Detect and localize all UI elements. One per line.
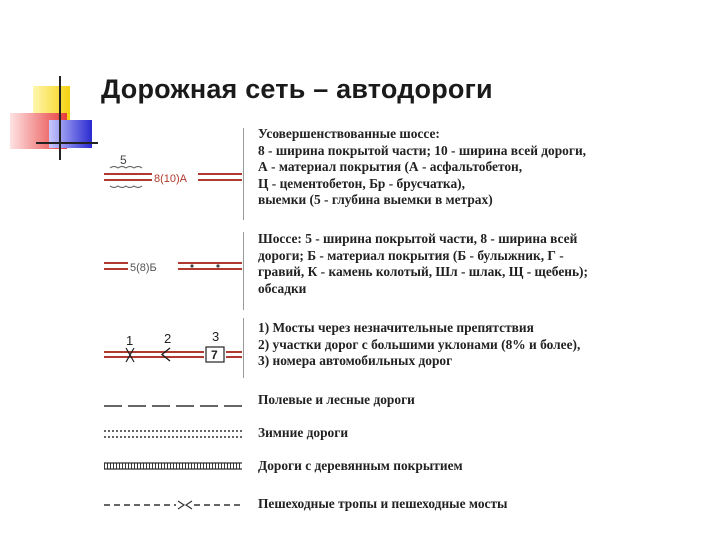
text-line: 2) участки дорог с большими уклонами (8% и более), [258, 336, 581, 352]
text-line: 1) Мосты через незначительные препятствия [258, 320, 534, 335]
cut-depth-label: 5 [120, 153, 127, 167]
road-spec-label: 8(10)А [154, 173, 188, 185]
text-line: Шоссе: 5 - ширина покрытой части, 8 - ширина всей [258, 231, 578, 246]
bridges-description [258, 320, 698, 370]
improved-highway-symbol [96, 150, 248, 190]
footpath-symbol [96, 497, 248, 513]
text-line: обсадки [258, 280, 307, 296]
text-line: дороги; Б - материал покрытия (Б - булыжник, Г - [258, 247, 564, 263]
field-roads-description: Полевые и лесные дороги [258, 392, 415, 407]
text-line: 8 - ширина покрытой части; 10 - ширина всей дороги, [258, 142, 587, 158]
text-line: Усовершенствованные шоссе: [258, 126, 440, 141]
bridges-symbol [96, 330, 248, 370]
bridge-number-2: 2 [164, 331, 172, 346]
road-spec-label: 5(8)Б [130, 262, 157, 274]
page-title: Дорожная сеть – автодороги [101, 74, 493, 104]
winter-road-symbol [96, 426, 248, 442]
winter-roads-description: Зимние дороги [258, 425, 349, 440]
text-line: выемки (5 - глубина выемки в метрах) [258, 192, 493, 208]
text-line: Ц - цементобетон, Бр - брусчатка), [258, 175, 465, 191]
footpaths-description: Пешеходные тропы и пешеходные мосты [258, 496, 508, 511]
highway-symbol [96, 255, 248, 279]
corner-decoration [0, 0, 110, 170]
text-line: гравий, К - камень колотый, Шл - шлак, Щ - щебень); [258, 264, 588, 280]
road-number-box: 7 [211, 348, 218, 362]
bridge-number-1: 1 [126, 333, 134, 348]
wooden-roads-description: Дороги с деревянным покрытием [258, 458, 463, 473]
highway-description [258, 231, 698, 297]
field-road-symbol [96, 398, 248, 414]
improved-highway-description [258, 126, 698, 209]
wooden-road-symbol [96, 458, 248, 474]
bridge-number-3: 3 [212, 330, 220, 344]
text-line: А - материал покрытия (А - асфальтобетон, [258, 159, 523, 175]
text-line: 3) номера автомобильных дорог [258, 353, 453, 369]
